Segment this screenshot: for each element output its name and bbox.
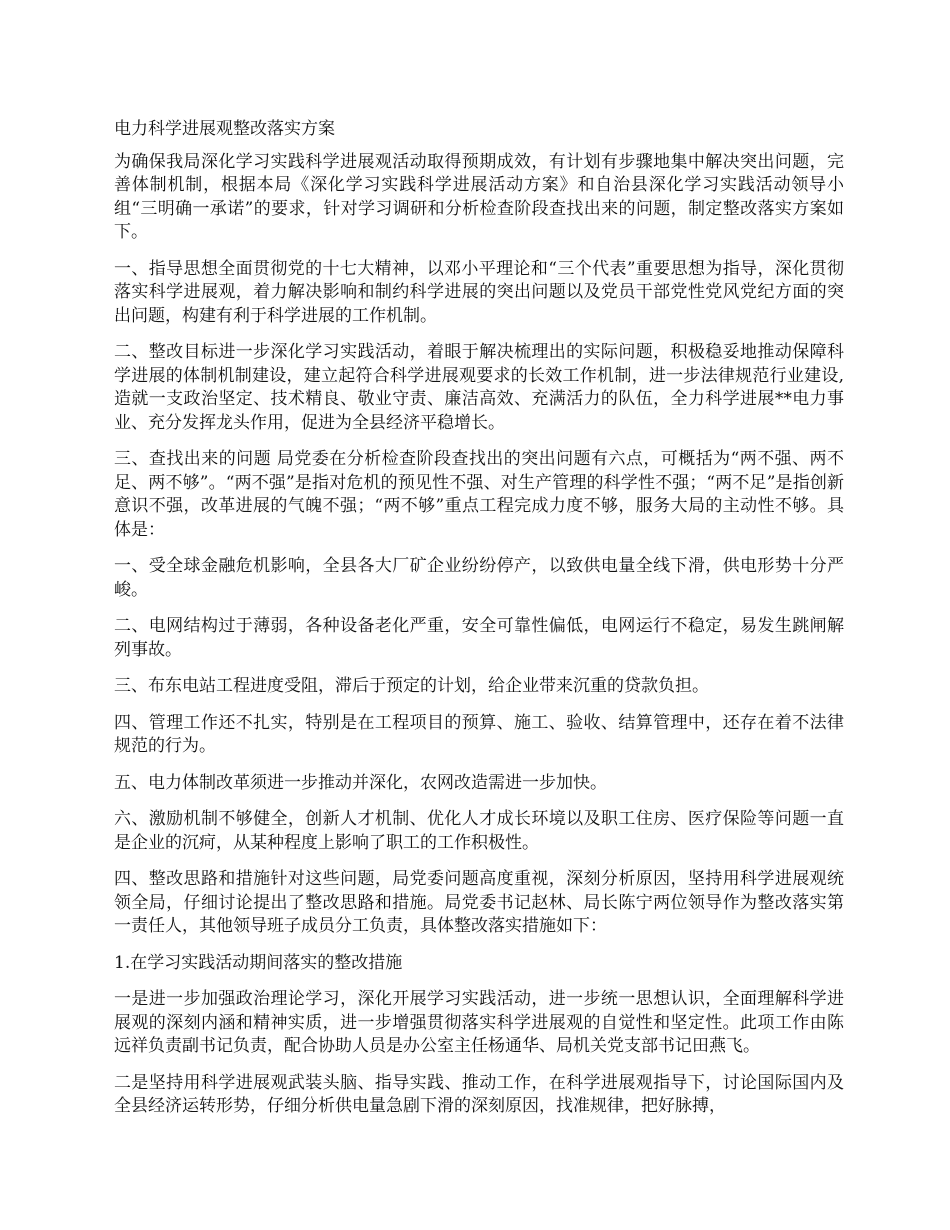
paragraph-problems-found: 三、查找出来的问题 局党委在分析检查阶段查找出的突出问题有六点，可概括为“两不强、两不足、两不够”。“两不强”是指对危机的预见性不强、对生产管理的科学性不强；“两不足”是指创新意识不强，改革进展的气魄不强；“两不够”重点工程完成力度不够，服务大局的主动性不够。具体是： (114, 449, 844, 540)
document-title: 电力科学进展观整改落实方案 (114, 119, 335, 139)
paragraph-rectification-goal: 二、整改目标进一步深化学习实践活动，着眼于解决梳理出的实际问题，积极稳妥地推动保障科学进展的体制机制建设，建立起符合科学进展观要求的长效工作机制，进一步法律规范行业建设,造就一支政治坚定、技术精良、敬业守责、廉洁高效、充满活力的队伍，全力科学进展**电力事业、充分发挥龙头作用，促进为全县经济平稳增长。 (114, 342, 844, 433)
section-subheading: 1.在学习实践活动期间落实的整改措施 (114, 952, 403, 973)
paragraph-intro: 为确保我局深化学习实践科学进展观活动取得预期成效，有计划有步骤地集中解决突出问题，完善体制机制，根据本局《深化学习实践科学进展活动方案》和自治县深化学习实践活动领导小组“三明确一承诺”的要求，针对学习调研和分析检查阶段查找出来的问题，制定整改落实方案如下。 (114, 151, 844, 242)
paragraph-problem-4: 四、管理工作还不扎实，特别是在工程项目的预算、施工、验收、结算管理中，还存在着不法律规范的行为。 (114, 712, 844, 756)
paragraph-problem-6: 六、激励机制不够健全，创新人才机制、优化人才成长环境以及职工住房、医疗保险等问题一直是企业的沉疴，从某种程度上影响了职工的工作积极性。 (114, 809, 844, 853)
paragraph-problem-5: 五、电力体制改革须进一步推动并深化，农网改造需进一步加快。 (114, 772, 607, 793)
paragraph-measure-2: 二是坚持用科学进展观武装头脑、指导实践、推动工作，在科学进展观指导下，讨论国际国内及全县经济运转形势，仔细分析供电量急剧下滑的深刻原因，找准规律，把好脉搏， (114, 1072, 844, 1116)
paragraph-measure-1: 一是进一步加强政治理论学习，深化开展学习实践活动，进一步统一思想认识，全面理解科学进展观的深刻内涵和精神实质，进一步增强贯彻落实科学进展观的自觉性和坚定性。此项工作由陈远祥负责副书记负责，配合协助人员是办公室主任杨通华、局机关党支部书记田燕飞。 (114, 989, 844, 1056)
paragraph-problem-3: 三、布东电站工程进度受阻，滞后于预定的计划，给企业带来沉重的贷款负担。 (114, 676, 709, 696)
document-body (114, 118, 844, 1132)
paragraph-problem-2: 二、电网结构过于薄弱，各种设备老化严重，安全可靠性偏低，电网运行不稳定，易发生跳闸解列事故。 (114, 616, 844, 660)
paragraph-guiding-ideology: 一、指导思想全面贯彻党的十七大精神，以邓小平理论和“三个代表”重要思想为指导，深化贯彻落实科学进展观，着力解决影响和制约科学进展的突出问题以及党员干部党性党风党纪方面的突出问题，构建有利于科学进展的工作机制。 (114, 258, 844, 326)
paragraph-measures-intro: 四、整改思路和措施针对这些问题，局党委问题高度重视，深刻分析原因，坚持用科学进展观统领全局，仔细讨论提出了整改思路和措施。局党委书记赵林、局长陈宁两位领导作为整改落实第一责任人，其他领导班子成员分工负责，具体整改落实措施如下： (114, 869, 844, 936)
paragraph-problem-1: 一、受全球金融危机影响，全县各大厂矿企业纷纷停产，以致供电量全线下滑，供电形势十分严峻。 (114, 556, 844, 600)
